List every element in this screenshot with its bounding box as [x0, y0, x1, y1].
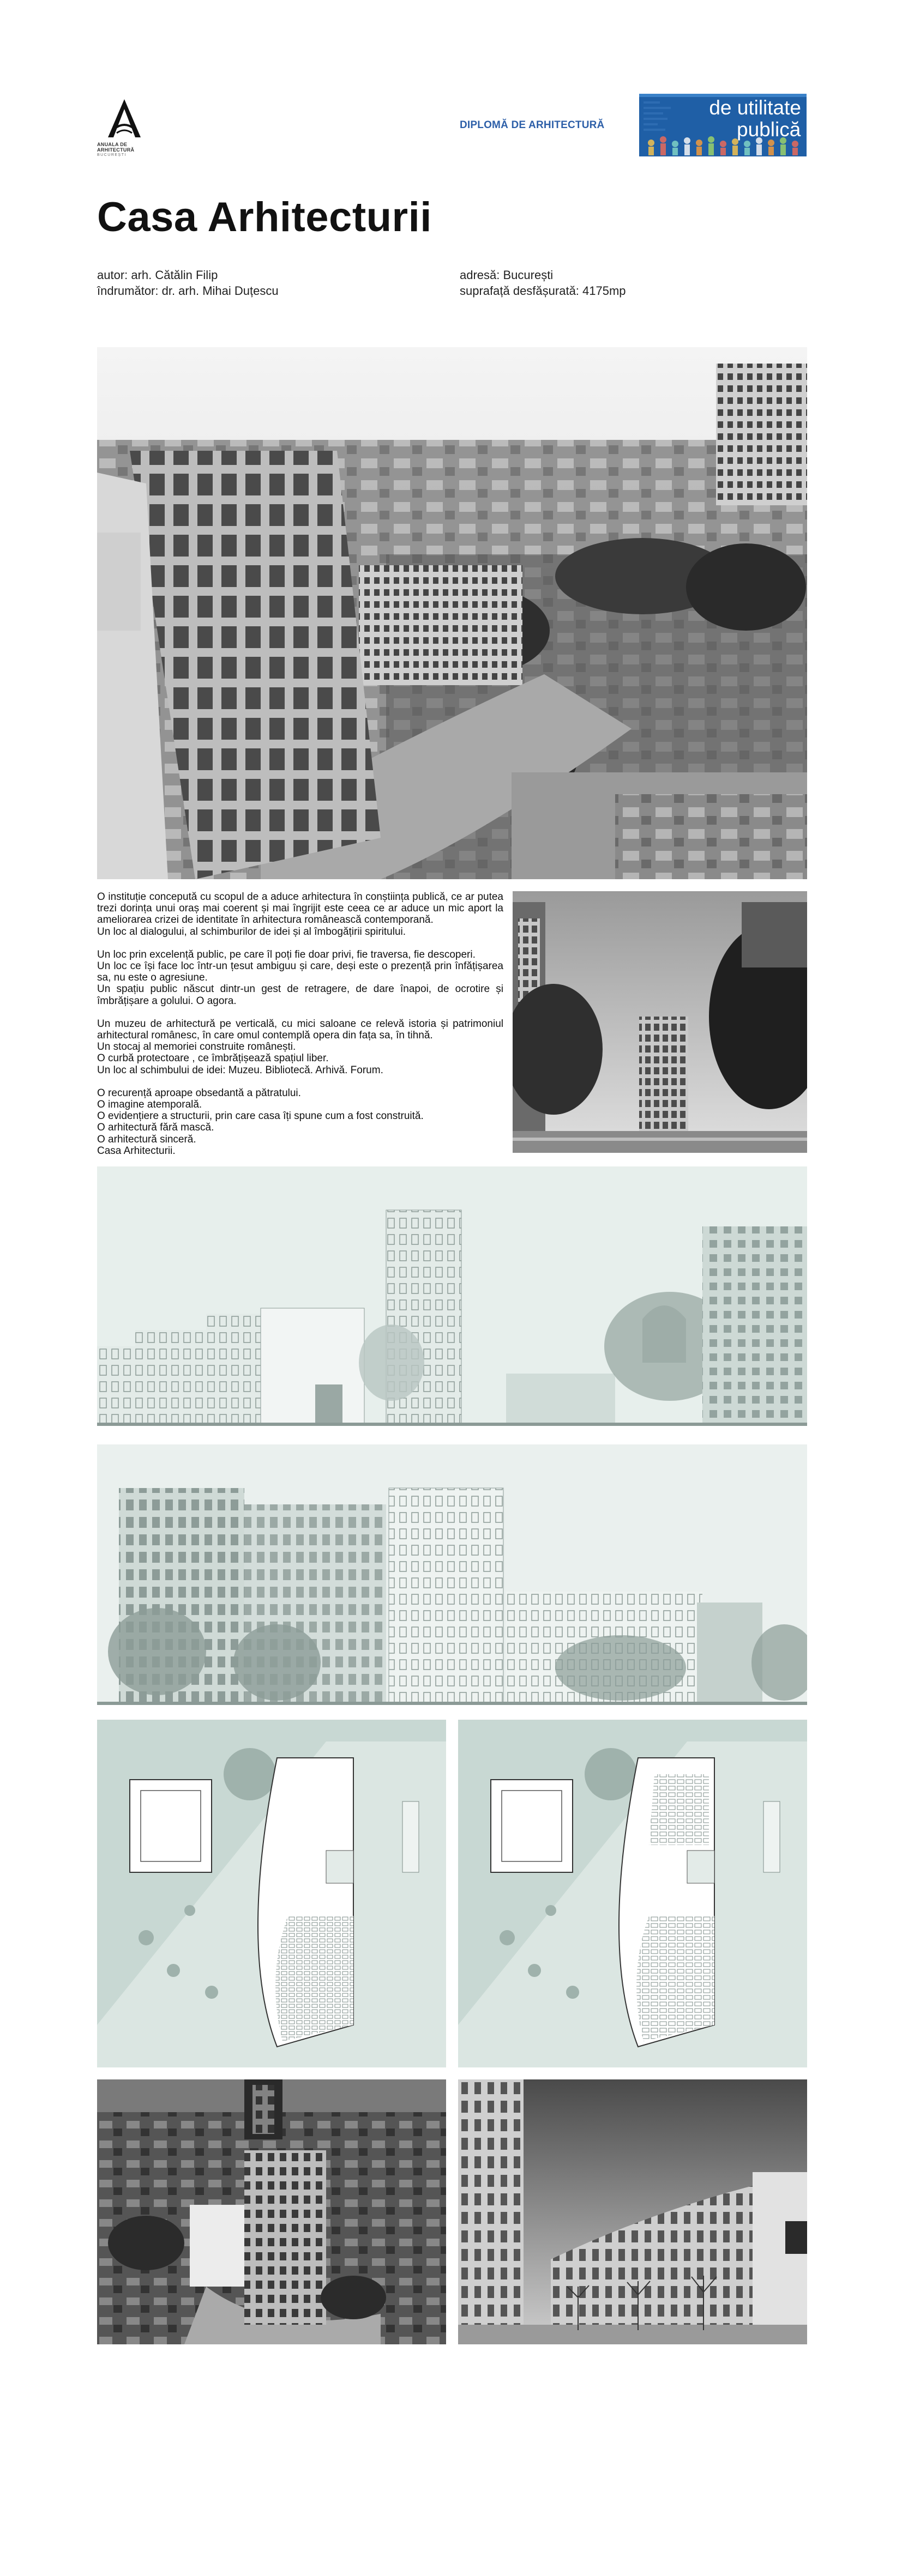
- description-line: O instituție concepută cu scopul de a aduce arhitectura în conștiința publică, ce ar putea trezi dorința unui oraș mai coerent și mai îngrijit este ceea ce ar aduce un mic aport la ameliorarea crizei de identitate în arhitectura românească contemporană.: [97, 891, 503, 926]
- street-elevation-drawing: [97, 1166, 807, 1426]
- project-info: [460, 267, 626, 299]
- description-line: Un loc al dialogului, al schimburilor de idei și al îmbogățirii spiritului.: [97, 926, 406, 938]
- school-logo: [97, 97, 163, 157]
- description-line: O recurență aproape obsedantă a pătratului.: [97, 1087, 301, 1099]
- courtyard-elevation-drawing: [97, 1444, 807, 1705]
- plaza-street-photo: [513, 891, 807, 1153]
- area: suprafață desfășurată: 4175mp: [460, 284, 626, 298]
- badge-line2: publică: [737, 118, 801, 141]
- description-line: Un loc ce își face loc într-un țesut ambiguu și care, deși este o prezență prin înfățișarea sa, nu este o agresiune.: [97, 960, 503, 984]
- logo-sub: BUCUREȘTI: [97, 153, 127, 157]
- page-title: Casa Arhitecturii: [97, 194, 432, 240]
- description-line: O arhitectură fără mască.: [97, 1122, 214, 1134]
- description-paragraph-2: [97, 949, 503, 1007]
- description-paragraph-1: [97, 891, 503, 938]
- description-line: Un muzeu de arhitectură pe verticală, cu mici saloane ce relevă istoria și patrimoniul arhitectural românesc, în care omul contemplă opera din fața sa, în tihnă.: [97, 1018, 503, 1042]
- credits: [97, 267, 279, 299]
- description-line: O arhitectură sinceră.: [97, 1133, 196, 1145]
- upper-floor-plan: [458, 1720, 807, 2067]
- description-paragraph-3: [97, 1018, 503, 1076]
- description-line: Un stocaj al memoriei construite românești.: [97, 1041, 296, 1053]
- description-line: O imagine atemporală.: [97, 1099, 202, 1111]
- project-description: [97, 891, 503, 1168]
- description-line: Un spațiu public născut dintr-un gest de retragere, de dare înapoi, de ocrotire și îmbrățișare a golului. O agora.: [97, 983, 503, 1007]
- description-line: Casa Arhitecturii.: [97, 1145, 176, 1157]
- description-line: O curbă protectoare , ce îmbrățișează spațiul liber.: [97, 1053, 329, 1065]
- description-line: Un loc al schimbului de idei: Muzeu. Bibliotecă. Arhivă. Forum.: [97, 1064, 383, 1076]
- author: autor: arh. Cătălin Filip: [97, 268, 218, 282]
- description-line: O evidențiere a structurii, prin care casa îți spune cum a fost construită.: [97, 1110, 424, 1122]
- aerial-tower-photo: [97, 347, 807, 879]
- address: adresă: București: [460, 268, 554, 282]
- badge-title: [709, 97, 801, 141]
- description-line: Un loc prin excelență public, pe care îl poți fie doar privi, fie traversa, fie descoperi.: [97, 948, 476, 960]
- aerial-night-photo: [97, 2079, 446, 2344]
- category-badge: [639, 94, 807, 156]
- courtyard-perspective-photo: [458, 2079, 807, 2344]
- badge-line1: de utilitate: [709, 96, 801, 119]
- logo-name: ANUALA DE ARHITECTURĂ: [97, 142, 135, 153]
- ground-floor-plan: [97, 1720, 446, 2067]
- supervisor: îndrumător: dr. arh. Mihai Duțescu: [97, 284, 279, 298]
- description-paragraph-4: [97, 1087, 503, 1157]
- logo-a-icon: [104, 97, 145, 141]
- diploma-label: DIPLOMĂ DE ARHITECTURĂ: [460, 119, 605, 131]
